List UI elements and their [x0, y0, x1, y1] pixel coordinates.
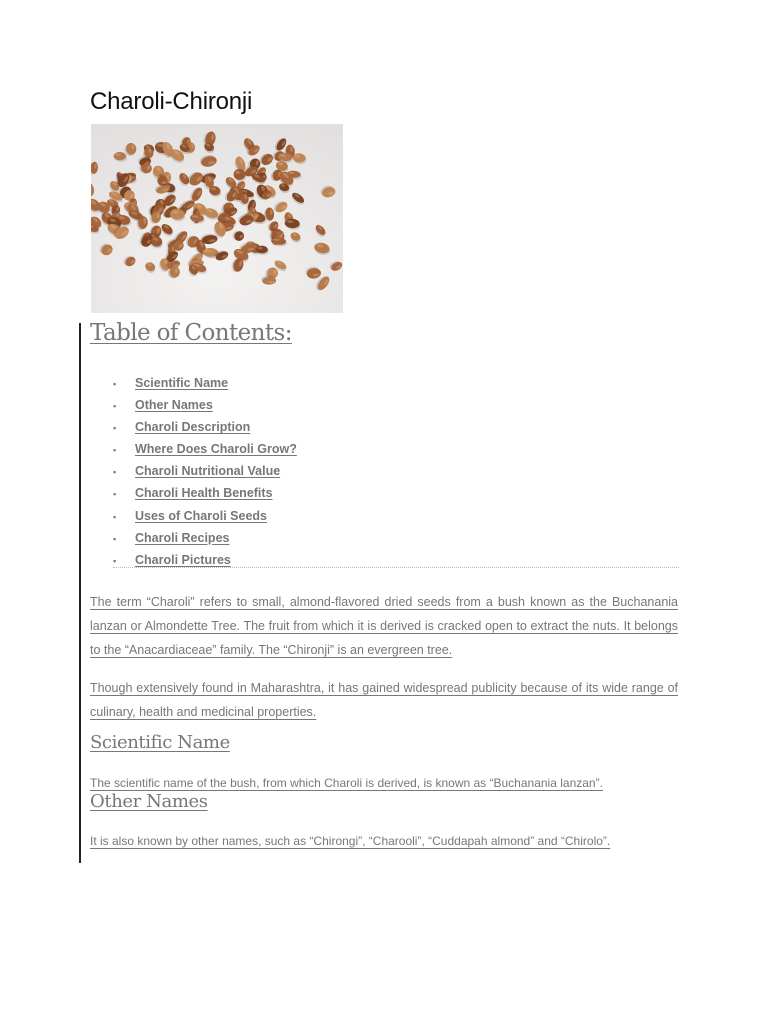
toc-link-where-grow[interactable]: ▪ Where Does Charoli Grow? [113, 440, 297, 462]
toc-link-scientific-name[interactable]: ▪ Scientific Name [113, 374, 297, 396]
toc-divider [113, 567, 679, 568]
page-title: Charoli-Chironji [90, 88, 253, 115]
bullet-icon: ▪ [113, 401, 117, 412]
scientific-name-text: The scientific name of the bush, from which Charoli is derived, is known as “Buchanania lanzan”. [90, 776, 603, 790]
other-names-heading: Other Names [90, 791, 208, 812]
toc-link-nutritional-value[interactable]: ▪ Charoli Nutritional Value [113, 462, 297, 484]
bullet-icon: ▪ [113, 445, 117, 456]
toc-link-charoli-description[interactable]: ▪ Charoli Description [113, 418, 297, 440]
other-names-text: It is also known by other names, such as “Chirongi”, “Charooli”, “Cuddapah almond” and “Chirolo”. [90, 834, 611, 848]
intro-paragraph-1: The term “Charoli” refers to small, almond-flavored dried seeds from a bush known as the Buchanania lanzan or Almondette Tree. The fruit from which it is derived is cracked open to extract the nuts. It belongs to the “Anacardiaceae” family. The “Chironji” is an evergreen tree. [90, 595, 678, 657]
bullet-icon: ▪ [113, 423, 117, 434]
bullet-icon: ▪ [113, 511, 117, 522]
left-margin-rule [79, 323, 81, 863]
toc-link-other-names[interactable]: ▪ Other Names [113, 396, 297, 418]
toc-list [113, 374, 297, 573]
toc-heading: Table of Contents: [90, 320, 292, 346]
bullet-icon: ▪ [113, 555, 117, 566]
toc-link-charoli-recipes[interactable]: ▪ Charoli Recipes [113, 529, 297, 551]
scientific-name-heading: Scientific Name [90, 732, 230, 753]
bullet-icon: ▪ [113, 379, 117, 389]
bullet-icon: ▪ [113, 533, 117, 544]
charoli-seeds-image [91, 124, 343, 313]
toc-link-health-benefits[interactable]: ▪ Charoli Health Benefits [113, 484, 297, 506]
bullet-icon: ▪ [113, 467, 117, 478]
bullet-icon: ▪ [113, 489, 117, 500]
toc-link-uses-of-seeds[interactable]: ▪ Uses of Charoli Seeds [113, 507, 297, 529]
intro-paragraph-2: Though extensively found in Maharashtra, it has gained widespread publicity because of its wide range of culinary, health and medicinal properties. [90, 681, 678, 719]
toc-link-charoli-pictures[interactable]: ▪ Charoli Pictures [113, 551, 297, 573]
